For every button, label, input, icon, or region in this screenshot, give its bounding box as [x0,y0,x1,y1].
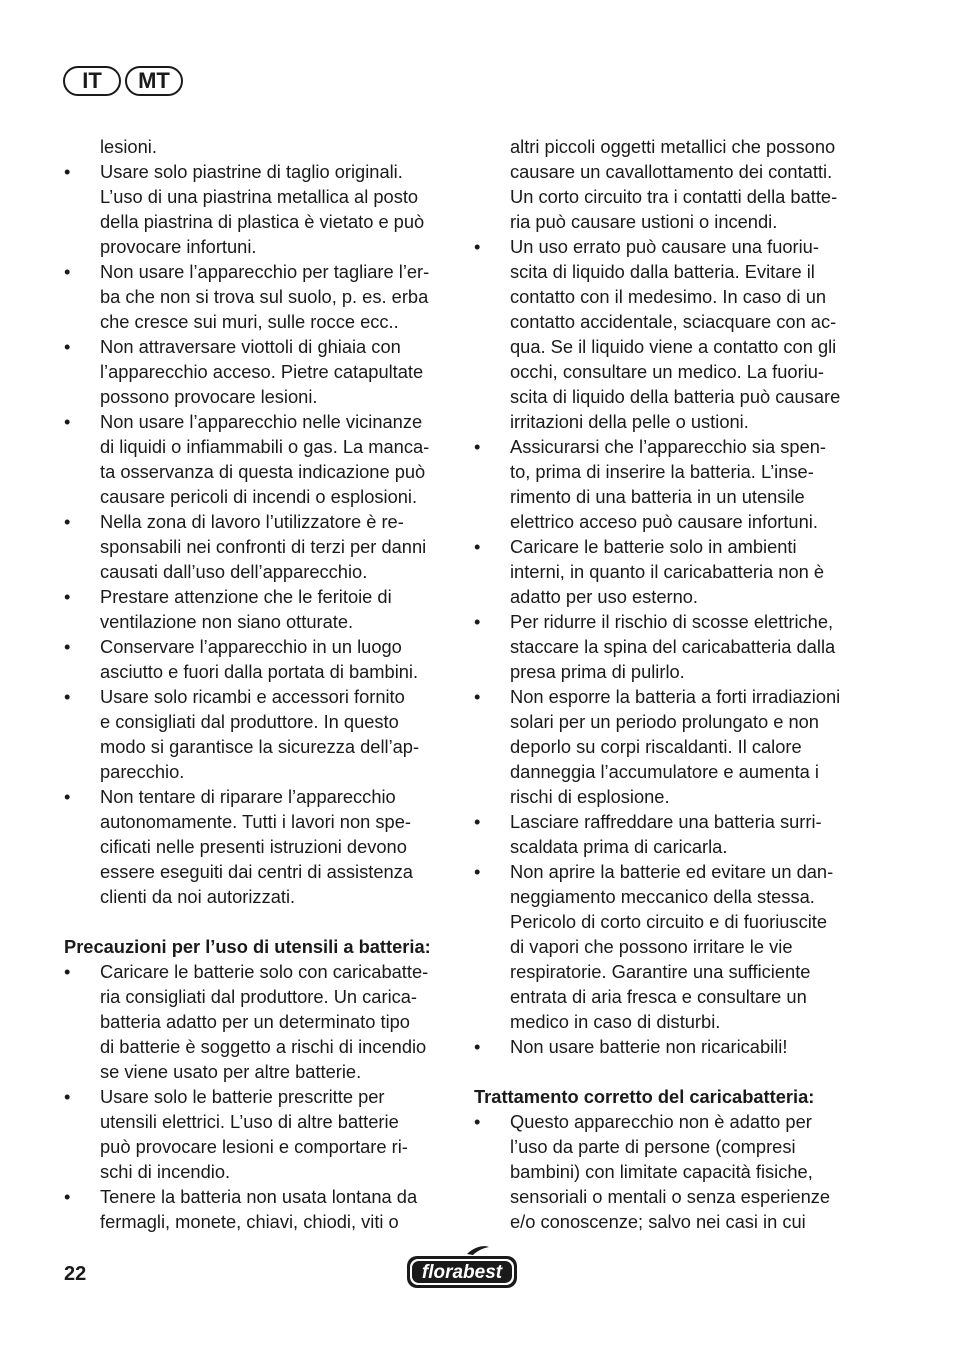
language-badge-it: IT [63,66,121,96]
text-line: neggiamento meccanico della stessa. [510,886,815,907]
bullet-item [64,784,454,909]
text-line: L’uso di una piastrina metallica al posto [100,186,419,207]
text-line: medico in caso di disturbi. [510,1011,721,1032]
text-line: di vapori che possono irritare le vie [510,936,793,957]
text-line: ventilazione non siano otturate. [100,611,354,632]
bullet-item [474,609,869,684]
text-line: Usare solo le batterie prescritte per [100,1086,385,1107]
text-line: provocare infortuni. [100,236,257,257]
text-line: scita di liquido della batteria può causare [510,386,841,407]
text-line: Non tentare di riparare l’apparecchio [100,786,396,807]
left-column [64,134,454,1234]
text-line: respiratorie. Garantire una sufficiente [510,961,811,982]
text-line: Prestare attenzione che le feritoie di [100,586,392,607]
text-line: autonomamente. Tutti i lavori non spe- [100,811,411,832]
bullet-item [474,534,869,609]
bullet-item [64,1184,454,1234]
text-line: clienti da noi autorizzati. [100,886,296,907]
text-line: qua. Se il liquido viene a contatto con gli [510,336,837,357]
page-number: 22 [64,1263,87,1285]
text-line: scita di liquido dalla batteria. Evitare il [510,261,815,282]
text-line: rimento di una batteria in un utensile [510,486,805,507]
text-line: Assicurarsi che l’apparecchio sia spen- [510,436,827,457]
text-line: solari per un periodo prolungato e non [510,711,819,732]
bullet-marker: • [474,1036,481,1057]
bullet-marker: • [474,436,481,457]
bullet-item [64,159,454,259]
text-line: Non usare l’apparecchio nelle vicinanze [100,411,423,432]
bullet-item [474,859,869,1034]
logo-text: florabest [421,1262,503,1283]
text-line: ria può causare ustioni o incendi. [510,211,778,232]
text-line: entrata di aria fresca e consultare un [510,986,807,1007]
text-line: bambini) con limitate capacità fisiche, [510,1161,813,1182]
text-line: Nella zona di lavoro l’utilizzatore è re- [100,511,404,532]
text-line: può provocare lesioni e comportare ri- [100,1136,408,1157]
text-line: cificati nelle presenti istruzioni devono [100,836,407,857]
text-line: contatto con il medesimo. In caso di un [510,286,827,307]
bullet-marker: • [64,1086,71,1107]
text-line: contatto accidentale, sciacquare con ac- [510,311,837,332]
text-line: schi di incendio. [100,1161,231,1182]
text-line: causare un cavallottamento dei contatti. [510,161,833,182]
text-line: interni, in quanto il caricabatteria non è [510,561,825,582]
bullet-marker: • [64,961,71,982]
bullet-marker: • [64,636,71,657]
bullet-marker: • [64,686,71,707]
text-line: altri piccoli oggetti metallici che possono [510,136,836,157]
text-line: lesioni. [100,136,157,157]
bullet-marker: • [474,536,481,557]
bullet-item [64,1084,454,1184]
bullet-marker: • [64,411,71,432]
text-line: parecchio. [100,761,185,782]
text-line: adatto per uso esterno. [510,586,699,607]
text-line: Caricare le batterie solo con caricabatte- [100,961,429,982]
text-line: staccare la spina del caricabatteria dalla [510,636,836,657]
text-line: Tenere la batteria non usata lontana da [100,1186,418,1207]
language-badges [63,66,183,96]
right-column [474,134,869,1234]
bullet-item [64,409,454,509]
text-line: se viene usato per altre batterie. [100,1061,362,1082]
bullet-marker: • [474,811,481,832]
text-line: Non esporre la batteria a forti irradiazioni [510,686,841,707]
text-line: causare pericoli di incendi o esplosioni. [100,486,418,507]
bullet-marker: • [64,161,71,182]
text-line: fermagli, monete, chiavi, chiodi, viti o [100,1211,399,1232]
continued-paragraph [64,134,454,159]
bullet-item [474,434,869,534]
text-line: Un corto circuito tra i contatti della batte- [510,186,838,207]
text-line: Non usare batterie non ricaricabili! [510,1036,788,1057]
text-line: Lasciare raffreddare una batteria surri- [510,811,822,832]
continued-paragraph [474,134,869,234]
bullet-marker: • [64,261,71,282]
text-line: rischi di esplosione. [510,786,670,807]
bullet-marker: • [64,786,71,807]
text-line: occhi, consultare un medico. La fuoriu- [510,361,824,382]
text-line: della piastrina di plastica è vietato e può [100,211,425,232]
text-line: elettrico acceso può causare infortuni. [510,511,818,532]
text-line: asciutto e fuori dalla portata di bambini. [100,661,419,682]
bullet-item [64,259,454,334]
text-line: Non aprire la batterie ed evitare un dan- [510,861,834,882]
text-line: e/o conoscenze; salvo nei casi in cui [510,1211,806,1232]
text-line: ta osservanza di questa indicazione può [100,461,426,482]
text-line: batteria adatto per un determinato tipo [100,1011,410,1032]
bullet-marker: • [474,686,481,707]
bullet-marker: • [64,586,71,607]
text-line: Per ridurre il rischio di scosse elettriche, [510,611,834,632]
florabest-logo [405,1245,519,1291]
bullet-item [474,684,869,809]
text-line: che cresce sui muri, sulle rocce ecc.. [100,311,399,332]
bullet-item [64,634,454,684]
bullet-marker: • [474,611,481,632]
bullet-marker: • [64,336,71,357]
text-line: Questo apparecchio non è adatto per [510,1111,812,1132]
bullet-item [474,1034,869,1059]
text-line: di liquidi o infiammabili o gas. La manca- [100,436,430,457]
text-line: utensili elettrici. L’uso di altre batterie [100,1111,399,1132]
text-line: danneggia l’accumulatore e aumenta i [510,761,819,782]
text-line: presa prima di pulirlo. [510,661,685,682]
text-line: Usare solo piastrine di taglio originali. [100,161,403,182]
bullet-item [474,234,869,434]
text-line: deporlo su corpi riscaldanti. Il calore [510,736,802,757]
text-line: Non attraversare viottoli di ghiaia con [100,336,401,357]
bullet-item [64,959,454,1084]
text-line: irritazioni della pelle o ustioni. [510,411,749,432]
text-line: causati dall’uso dell’apparecchio. [100,561,368,582]
text-line: e consigliati dal produttore. In questo [100,711,399,732]
text-line: Un uso errato può causare una fuoriu- [510,236,819,257]
bullet-item [64,584,454,634]
text-line: l’uso da parte di persone (compresi [510,1136,796,1157]
bullet-marker: • [474,1111,481,1132]
bullet-marker: • [474,861,481,882]
section-heading: Precauzioni per l’uso di utensili a batteria: [64,936,431,957]
bullet-item [474,809,869,859]
text-line: scaldata prima di caricarla. [510,836,728,857]
text-line: Usare solo ricambi e accessori fornito [100,686,405,707]
text-line: sponsabili nei confronti di terzi per danni [100,536,427,557]
bullet-marker: • [64,1186,71,1207]
text-line: l’apparecchio acceso. Pietre catapultate [100,361,424,382]
text-line: Pericolo di corto circuito e di fuoriuscite [510,911,828,932]
text-line: to, prima di inserire la batteria. L’inse- [510,461,814,482]
text-line: ba che non si trova sul suolo, p. es. erba [100,286,429,307]
text-line: possono provocare lesioni. [100,386,318,407]
bullet-item [64,509,454,584]
text-line: di batterie è soggetto a rischi di incendio [100,1036,427,1057]
language-badge-mt: MT [125,66,183,96]
bullet-item [64,334,454,409]
bullet-item [64,684,454,784]
bullet-marker: • [474,236,481,257]
text-line: Conservare l’apparecchio in un luogo [100,636,402,657]
text-line: sensoriali o mentali o senza esperienze [510,1186,831,1207]
text-line: essere eseguiti dai centri di assistenza [100,861,413,882]
bullet-item [474,1109,869,1234]
text-line: Non usare l’apparecchio per tagliare l’er- [100,261,430,282]
text-line: ria consigliati dal produttore. Un carica- [100,986,418,1007]
text-line: modo si garantisce la sicurezza dell’ap- [100,736,420,757]
text-line: Caricare le batterie solo in ambienti [510,536,797,557]
section-heading: Trattamento corretto del caricabatteria: [474,1086,815,1107]
bullet-marker: • [64,511,71,532]
